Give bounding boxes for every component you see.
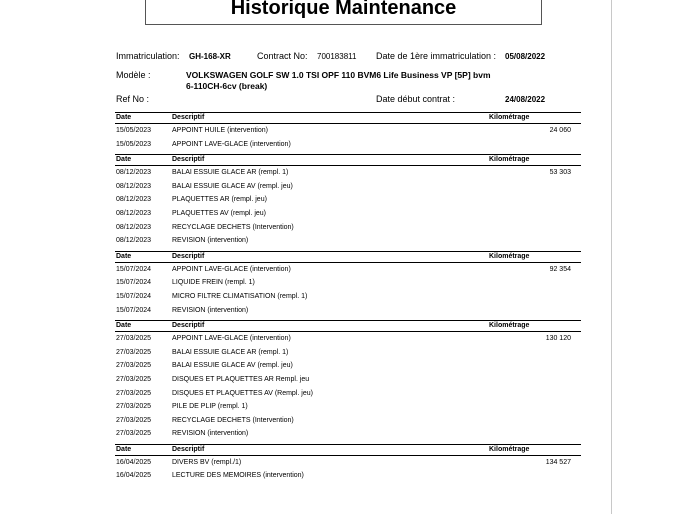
first-reg-value: 05/08/2022 <box>505 52 546 61</box>
row-date: 27/03/2025 <box>116 375 152 383</box>
section-header <box>115 320 581 332</box>
section-gap <box>115 483 581 486</box>
table-row <box>115 359 581 373</box>
contract-label: Contract No: <box>257 51 308 61</box>
row-descriptif: BALAI ESSUIE GLACE AR (rempl. 1) <box>172 348 289 356</box>
table-row <box>115 290 581 304</box>
section-header <box>115 444 581 456</box>
ref-label: Ref No : <box>116 94 150 104</box>
header-kilometrage: Kilométrage <box>489 252 530 260</box>
row-date: 08/12/2023 <box>116 209 152 217</box>
section-header <box>115 251 581 263</box>
row-descriptif: BALAI ESSUIE GLACE AV (rempl. jeu) <box>172 182 293 190</box>
row-date: 27/03/2025 <box>116 362 152 370</box>
row-descriptif: PLAQUETTES AV (rempl. jeu) <box>172 209 267 217</box>
maintenance-section <box>115 251 581 320</box>
model-line-1: VOLKSWAGEN GOLF SW 1.0 TSI OPF 110 BVM6 Life Business VP [5P] bvm <box>186 70 491 80</box>
row-descriptif: MICRO FILTRE CLIMATISATION (rempl. 1) <box>172 292 308 300</box>
row-date: 16/04/2025 <box>116 458 152 466</box>
maintenance-section <box>115 444 581 486</box>
table-row <box>115 373 581 387</box>
row-date: 15/07/2024 <box>116 292 152 300</box>
row-date: 27/03/2025 <box>116 403 152 411</box>
maintenance-section <box>115 112 581 154</box>
row-date: 27/03/2025 <box>116 430 152 438</box>
contract-start-label: Date début contrat : <box>376 94 456 104</box>
header-kilometrage: Kilométrage <box>489 445 530 453</box>
row-descriptif: APPOINT LAVE-GLACE (intervention) <box>172 265 291 273</box>
table-row <box>115 456 581 470</box>
immat-label: Immatriculation: <box>116 51 180 61</box>
row-descriptif: REVISION (intervention) <box>172 237 249 245</box>
table-row <box>115 332 581 346</box>
row-date: 08/12/2023 <box>116 169 152 177</box>
table-row <box>115 207 581 221</box>
row-descriptif: APPOINT LAVE-GLACE (intervention) <box>172 335 291 343</box>
table-row <box>115 414 581 428</box>
row-kilometrage: 53 303 <box>549 169 571 177</box>
row-kilometrage: 24 060 <box>549 127 571 134</box>
row-descriptif: APPOINT HUILE (intervention) <box>172 127 268 134</box>
row-descriptif: PILE DE PLIP (rempl. 1) <box>172 403 248 411</box>
model-label: Modèle : <box>116 70 151 80</box>
header-descriptif: Descriptif <box>172 322 205 330</box>
contract-start-value: 24/08/2022 <box>505 95 546 104</box>
table-row <box>115 276 581 290</box>
row-descriptif: REVISION (intervention) <box>172 430 249 438</box>
section-header <box>115 112 581 124</box>
row-date: 15/07/2024 <box>116 279 152 287</box>
title-box <box>145 0 542 25</box>
table-row <box>115 469 581 483</box>
row-kilometrage: 130 120 <box>545 335 571 343</box>
maintenance-section <box>115 154 581 251</box>
row-descriptif: APPOINT LAVE-GLACE (intervention) <box>172 140 291 148</box>
header-descriptif: Descriptif <box>172 114 205 121</box>
header-date: Date <box>116 252 132 260</box>
row-date: 08/12/2023 <box>116 237 152 245</box>
row-date: 27/03/2025 <box>116 389 152 397</box>
table-row <box>115 263 581 277</box>
header-date: Date <box>116 445 132 453</box>
immat-value: GH-168-XR <box>189 52 231 61</box>
table-row <box>115 427 581 441</box>
row-date: 27/03/2025 <box>116 416 152 424</box>
table-row <box>115 124 581 138</box>
first-reg-label: Date de 1ère immatriculation : <box>376 51 497 61</box>
row-descriptif: RECYCLAGE DECHETS (Intervention) <box>172 223 294 231</box>
row-date: 16/04/2025 <box>116 472 152 480</box>
header-kilometrage: Kilométrage <box>489 114 530 121</box>
row-descriptif: REVISION (intervention) <box>172 306 249 314</box>
row-descriptif: LECTURE DES MEMOIRES (intervention) <box>172 472 304 480</box>
row-date: 15/07/2024 <box>116 265 152 273</box>
maintenance-section <box>115 320 581 444</box>
row-kilometrage: 134 527 <box>545 458 571 466</box>
header-descriptif: Descriptif <box>172 156 205 164</box>
table-row <box>115 304 581 318</box>
header-date: Date <box>116 114 132 121</box>
page-edge-line <box>611 0 612 514</box>
row-descriptif: BALAI ESSUIE GLACE AR (rempl. 1) <box>172 169 289 177</box>
header-date: Date <box>116 156 132 164</box>
row-date: 27/03/2025 <box>116 348 152 356</box>
row-date: 08/12/2023 <box>116 223 152 231</box>
table-row <box>115 193 581 207</box>
table-row <box>115 180 581 194</box>
row-descriptif: RECYCLAGE DECHETS (Intervention) <box>172 416 294 424</box>
row-date: 15/05/2023 <box>116 127 152 134</box>
table-row <box>115 221 581 235</box>
row-date: 27/03/2025 <box>116 335 152 343</box>
row-descriptif: LIQUIDE FREIN (rempl. 1) <box>172 279 255 287</box>
header-descriptif: Descriptif <box>172 445 205 453</box>
row-date: 15/05/2023 <box>116 140 152 148</box>
table-row <box>115 387 581 401</box>
row-date: 08/12/2023 <box>116 182 152 190</box>
row-kilometrage: 92 354 <box>549 265 571 273</box>
contract-value: 700183811 <box>317 52 357 61</box>
row-descriptif: DIVERS BV (rempl./1) <box>172 458 242 466</box>
header-kilometrage: Kilométrage <box>489 156 530 164</box>
table-row <box>115 234 581 248</box>
row-descriptif: DISQUES ET PLAQUETTES AV (Rempl. jeu) <box>172 389 313 397</box>
section-header <box>115 154 581 166</box>
maintenance-table <box>115 112 581 486</box>
table-row <box>115 138 581 152</box>
row-descriptif: PLAQUETTES AR (rempl. jeu) <box>172 196 267 204</box>
header-kilometrage: Kilométrage <box>489 322 530 330</box>
header-date: Date <box>116 322 132 330</box>
row-date: 15/07/2024 <box>116 306 152 314</box>
table-row <box>115 346 581 360</box>
row-descriptif: DISQUES ET PLAQUETTES AR Rempl. jeu <box>172 375 310 383</box>
model-line-2: 6-110CH-6cv (break) <box>186 81 268 91</box>
table-row <box>115 400 581 414</box>
row-date: 08/12/2023 <box>116 196 152 204</box>
header-descriptif: Descriptif <box>172 252 205 260</box>
table-row <box>115 166 581 180</box>
row-descriptif: BALAI ESSUIE GLACE AV (rempl. jeu) <box>172 362 293 370</box>
page-title: Historique Maintenance <box>230 0 457 19</box>
